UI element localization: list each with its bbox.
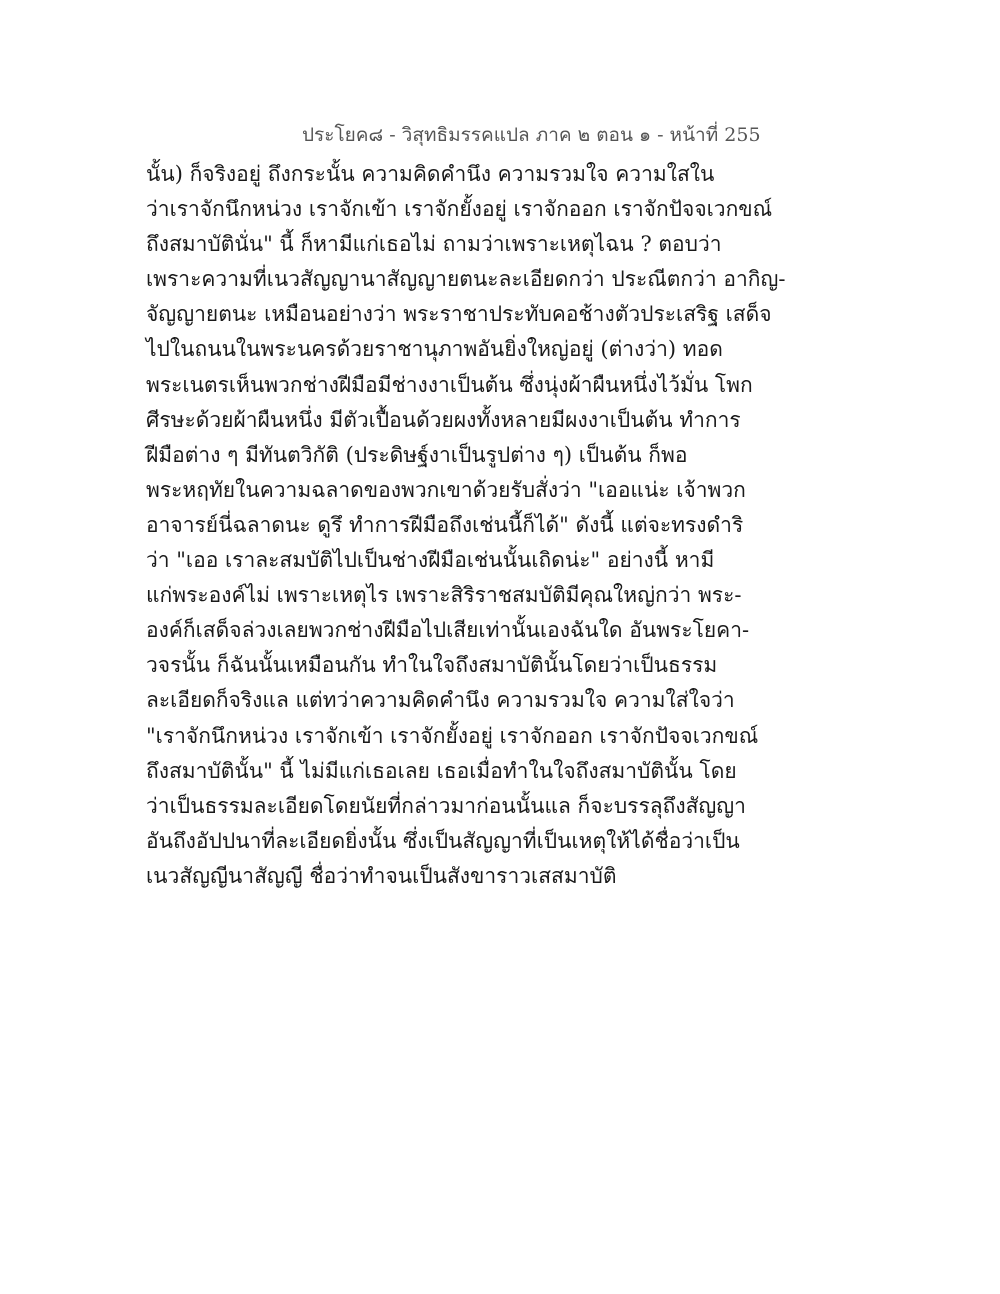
- text-line: จัญญายตนะ เหมือนอย่างว่า พระราชาประทับคอช้างตัวประเสริฐ เสด็จ: [146, 302, 772, 327]
- text-line: พระหฤทัยในความฉลาดของพวกเขาด้วยรับสั่งว่า "เออแน่ะ เจ้าพวก: [146, 477, 746, 502]
- text-line: แก่พระองค์ไม่ เพราะเหตุไร เพราะสิริราชสมบัติมีคุณใหญ่กว่า พระ-: [146, 583, 742, 608]
- text-line: พระเนตรเห็นพวกช่างฝีมือมีช่างงาเป็นต้น ซึ่งนุ่งผ้าผืนหนึ่งไว้มั่น โพก: [146, 372, 753, 397]
- text-line: ถึงสมาบัตินั่น" นี้ ก็หามีแก่เธอไม่ ถามว่าเพราะเหตุไฉน ? ตอบว่า: [146, 232, 722, 257]
- text-line: ศีรษะด้วยผ้าผืนหนึ่ง มีตัวเปื้อนด้วยผงทั้งหลายมีผงงาเป็นต้น ทำการ: [146, 407, 741, 432]
- text-line: ละเอียดก็จริงแล แต่ทว่าความคิดคำนึง ความรวมใจ ความใส่ใจว่า: [146, 688, 735, 713]
- text-line: ว่า "เออ เราละสมบัติไปเป็นช่างฝีมือเช่นนั้นเถิดน่ะ" อย่างนี้ หามี: [146, 548, 715, 573]
- text-line: ว่าเราจักนึกหน่วง เราจักเข้า เราจักยั้งอยู่ เราจักออก เราจักปัจจเวกขณ์: [146, 197, 773, 222]
- text-line: ฝีมือต่าง ๆ มีทันตวิกัติ (ประดิษฐ์งาเป็นรูปต่าง ๆ) เป็นต้น ก็พอ: [146, 442, 688, 467]
- text-line: องค์ก็เสด็จล่วงเลยพวกช่างฝีมือไปเสียเท่านั้นเองฉันใด อันพระโยคา-: [146, 618, 750, 643]
- text-line: นั้น) ก็จริงอยู่ ถึงกระนั้น ความคิดคำนึง ความรวมใจ ความใสใน: [146, 162, 715, 186]
- text-line: ถึงสมาบัตินั้น" นี้ ไม่มีแก่เธอเลย เธอเมื่อทำในใจถึงสมาบัตินั้น โดย: [146, 758, 737, 783]
- text-line: อาจารย์นี่ฉลาดนะ ดูรึ ทำการฝีมือถึงเช่นนี้ก็ได้" ดังนี้ แต่จะทรงดำริ: [146, 512, 744, 537]
- text-line: อันถึงอัปปนาที่ละเอียดยิ่งนั้น ซึ่งเป็นสัญญาที่เป็นเหตุให้ได้ชื่อว่าเป็น: [146, 828, 740, 853]
- text-line: ว่าเป็นธรรมละเอียดโดยนัยที่กล่าวมาก่อนนั้นแล ก็จะบรรลุถึงสัญญา: [146, 793, 746, 818]
- text-line: เพราะความที่เนวสัญญานาสัญญายตนะละเอียดกว่า ประณีตกว่า อากิญ-: [146, 267, 786, 292]
- text-line: "เราจักนึกหน่วง เราจักเข้า เราจักยั้งอยู่ เราจักออก เราจักปัจจเวกขณ์: [146, 723, 759, 748]
- running-header: ประโยค๘ - วิสุทธิมรรคแปล ภาค ๒ ตอน ๑ - หน้าที่ 255: [302, 124, 761, 146]
- text-line: ไปในถนนในพระนครด้วยราชานุภาพอันยิ่งใหญ่อยู่ (ต่างว่า) ทอด: [146, 337, 723, 362]
- body-text: [146, 162, 786, 899]
- text-line: วจรนั้น ก็ฉันนั้นเหมือนกัน ทำในใจถึงสมาบัตินั้นโดยว่าเป็นธรรม: [146, 653, 718, 678]
- text-line: เนวสัญญีนาสัญญี ชื่อว่าทำจนเป็นสังขาราวเสสมาบัติ: [146, 863, 617, 888]
